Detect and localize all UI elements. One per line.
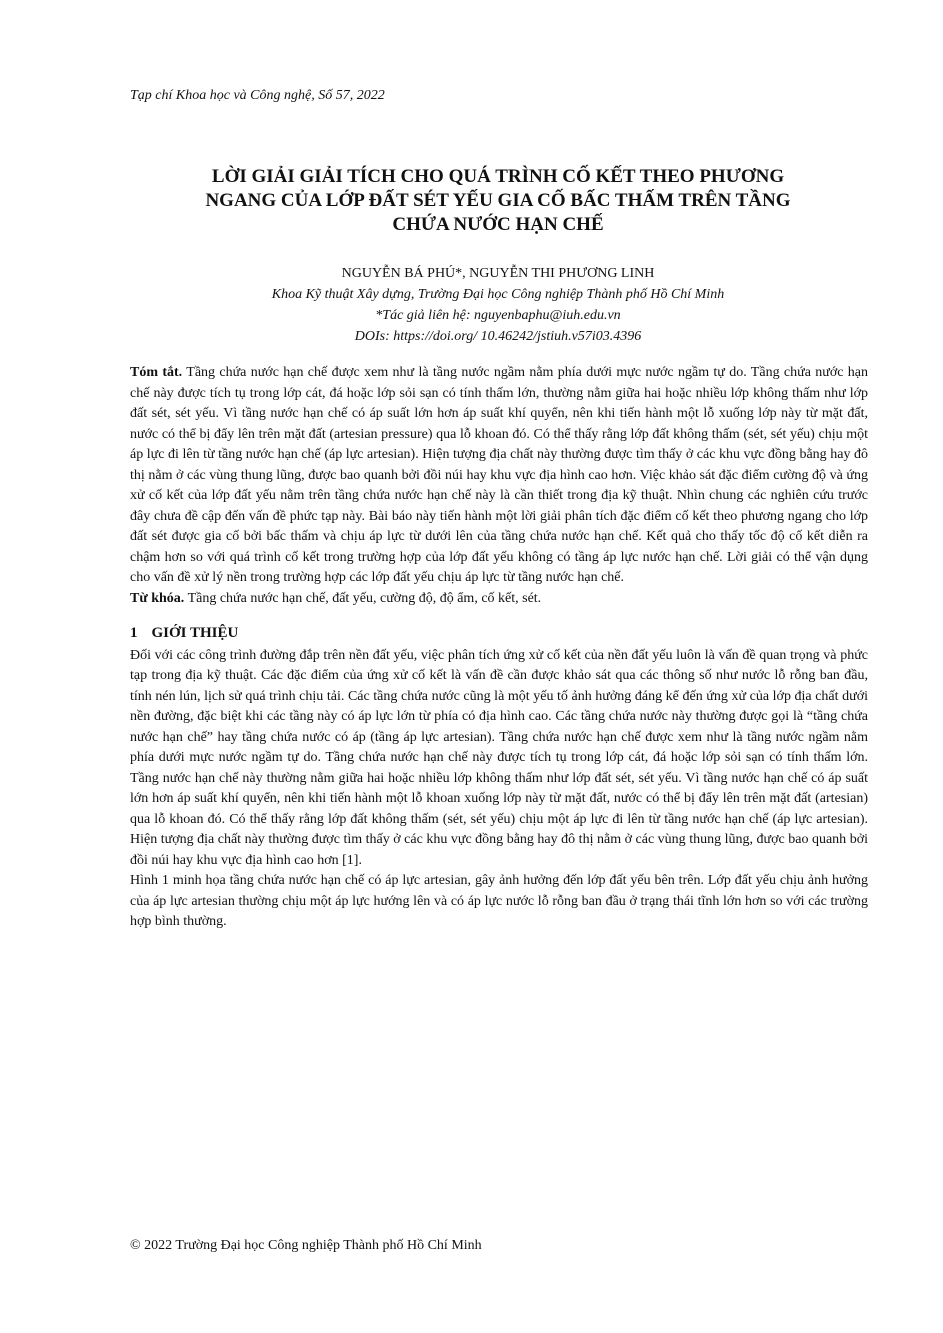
doi-link[interactable]: DOIs: https://doi.org/ 10.46242/jstiuh.v57i03.4396: [354, 329, 642, 344]
section-title: GIỚI THIỆU: [151, 625, 239, 641]
copyright-footer: © 2022 Trường Đại học Công nghiệp Thành phố Hồ Chí Minh: [130, 1238, 482, 1253]
section-heading-introduction: [130, 623, 868, 644]
section-number: 1: [130, 625, 138, 641]
journal-header: Tạp chí Khoa học và Công nghệ, Số 57, 2022: [130, 88, 385, 103]
keywords: [130, 589, 868, 610]
intro-paragraph-2: Hình 1 minh họa tầng chứa nước hạn chế có áp lực artesian, gây ảnh hưởng đến lớp đất yếu bên trên. Lớp đất yếu chịu ảnh hưởng của áp lực artesian thường chịu một áp lực hướng lên và có áp lực nước lỗ rỗng ban đầu ở trạng thái tĩnh lớn hơn so với các trường hợp bình thường.: [130, 873, 868, 929]
paper-body: [130, 363, 868, 933]
abstract-label: Tóm tắt.: [130, 365, 183, 380]
intro-paragraph-1: Đối với các công trình đường đắp trên nền đất yếu, việc phân tích ứng xử cố kết của nền đất yếu luôn là vấn đề quan trọng và phức tạp trong địa kỹ thuật. Các đặc điểm của ứng xử cố kết là vấn đề cần được khảo sát qua các thông số như nước lỗ rỗng ban đầu, tính nén lún, lịch sử quá trình chịu tải. Các tầng chứa nước cũng là một yếu tố ảnh hưởng đáng kể đến ứng xử của lớp địa chất dưới nền đường, đặc biệt khi các tầng này có áp lực lớn từ phía có địa hình cao. Các tầng chứa nước này thường được gọi là “tầng chứa nước hạn chế” hay tầng chứa nước có áp (tầng áp lực artesian). Tầng chứa nước hạn chế được xem như là tầng nước ngầm nằm phía dưới mực nước ngầm tự do. Tầng chứa nước hạn chế này được tích tụ trong lớp cát, đá hoặc lớp sỏi sạn có tính thấm lớn. Tầng nước hạn chế này thường nằm giữa hai hoặc nhiều lớp không thấm như lớp đất sét, sét yếu. Vì tầng nước hạn chế có áp suất lớn hơn áp suất khí quyển, nên khi tiến hành một lỗ khoan xuống lớp này từ mặt đất, nước có thể bị đẩy lên trên mặt đất (artesian) qua lỗ khoan đó. Có thể thấy rằng lớp đất không thấm (sét, sét yếu) chịu một áp lực đi lên từ tầng nước hạn chế (áp lực artesian). Hiện tượng địa chất này thường được tìm thấy ở các khu vực đồng bằng hay đô thị nằm ở các vùng thung lũng, được bao quanh bởi đồi núi hay khu vực địa hình cao hơn [1].: [130, 647, 868, 868]
author-block: [130, 263, 866, 347]
title-line-1: LỜI GIẢI GIẢI TÍCH CHO QUÁ TRÌNH CỐ KẾT THEO PHƯƠNG: [211, 166, 785, 187]
author-names: NGUYỄN BÁ PHÚ*, NGUYỄN THI PHƯƠNG LINH: [341, 266, 655, 281]
corresponding-author: *Tác giả liên hệ: nguyenbaphu@iuh.edu.vn: [375, 308, 621, 323]
paper-title: [140, 165, 856, 237]
keywords-text: Tầng chứa nước hạn chế, đất yếu, cường độ, độ ẩm, cố kết, sét.: [187, 590, 542, 606]
author-affiliation: Khoa Kỹ thuật Xây dựng, Trường Đại học Công nghiệp Thành phố Hồ Chí Minh: [271, 287, 725, 302]
abstract: [130, 363, 868, 589]
abstract-text: Tầng chứa nước hạn chế được xem như là tầng nước ngầm nằm phía dưới mực nước ngầm tự do. Tầng chứa nước hạn chế này được tích tụ trong lớp cát, đá hoặc lớp sỏi sạn có tính thấm lớn, thường nằm giữa hai hoặc nhiều lớp không thấm như lớp đất sét, sét yếu. Vì tầng nước hạn chế có áp suất lớn hơn áp suất khí quyển, nên khi tiến hành một lỗ xuống lớp này từ mặt đất, nước có thể bị đẩy lên trên mặt đất (artesian pressure) qua lỗ khoan đó. Có thể thấy rằng lớp đất không thấm (sét, sét yếu) chịu một áp lực đi lên từ tầng nước hạn chế (áp lực artesian). Hiện tượng địa chất này thường được tìm thấy ở các khu vực đồng bằng hay đô thị nằm ở các vùng thung lũng, được bao quanh bởi đồi núi hay khu vực địa hình cao hơn. Việc khảo sát đặc điểm cường độ và ứng xử cố kết của lớp đất yếu nằm trên tầng chứa nước hạn chế này là cần thiết trong địa kỹ thuật. Nhìn chung các nghiên cứu trước đây chưa đề cập đến vấn đề phức tạp này. Bài báo này tiến hành một lời giải phân tích đặc điểm cố kết theo phương ngang cho lớp đất sét được gia cố bởi bấc thấm và chịu áp lực từ dưới lên của tầng chứa nước hạn chế. Kết quả cho thấy tốc độ cố kết diễn ra chậm hơn so với quá trình cố kết trong trường hợp của lớp đất yếu không có tầng áp lực nước hạn chế. Lời giải có thể vận dụng cho vấn đề xử lý nền trong trường hợp các lớp đất yếu chịu áp lực từ tầng nước hạn chế.: [130, 365, 869, 585]
title-line-3: CHỨA NƯỚC HẠN CHẾ: [392, 214, 604, 235]
keywords-label: Từ khóa.: [130, 590, 185, 606]
title-line-2: NGANG CỦA LỚP ĐẤT SÉT YẾU GIA CỐ BẤC THẤM TRÊN TẦNG: [205, 190, 791, 211]
